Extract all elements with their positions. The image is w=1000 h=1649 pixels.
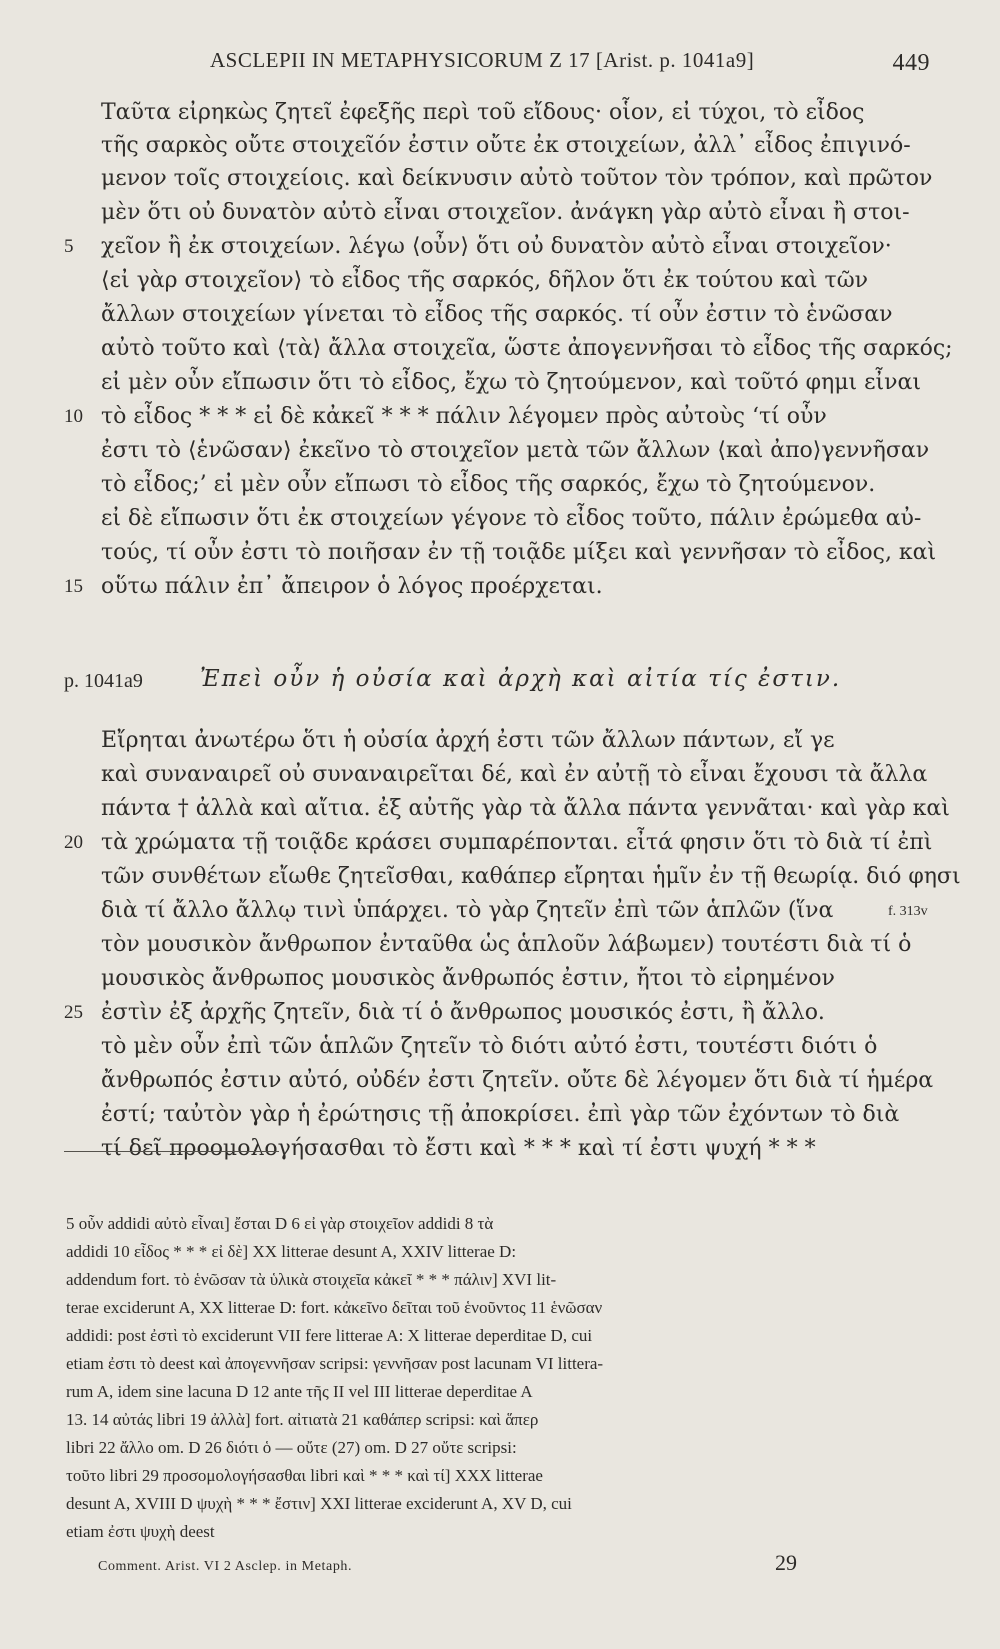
line-number: 15 (64, 576, 83, 597)
line-number: 25 (64, 1002, 83, 1023)
text-line: μουσικὸς ἄνθρωπος μουσικὸς ἄνθρωπός ἐστιν, ἤτοι τὸ εἰρημένον (101, 966, 835, 991)
text-line: ἐστὶν ἐξ ἀρχῆς ζητεῖν, διὰ τί ὁ ἄνθρωπος μουσικός ἐστι, ἢ ἄλλο. (101, 1000, 825, 1025)
line-number: 10 (64, 406, 83, 427)
lemma-text: Ἐπεὶ οὖν ἡ οὐσία καὶ ἀρχὴ καὶ αἰτία τίς ἐστιν. (200, 666, 842, 692)
text-line: αὐτὸ τοῦτο καὶ ⟨τὰ⟩ ἄλλα στοιχεῖα, ὥστε ἀπογεννῆσαι τὸ εἶδος τῆς σαρκός; (101, 336, 953, 361)
apparatus-line: 5 οὖν addidi αὐτὸ εἶναι] ἔσται D 6 εἰ γὰρ στοιχεῖον addidi 8 τὰ (66, 1214, 494, 1233)
text-line: τῶν συνθέτων εἴωθε ζητεῖσθαι, καθάπερ εἴρηται ἡμῖν ἐν τῇ θεωρίᾳ. διό φησι (101, 864, 961, 889)
apparatus-line: etiam ἐστι τὸ deest καὶ ἀπογεννῆσαν scripsi: γεννῆσαν post lacunam VI littera- (66, 1354, 604, 1373)
text-line: εἰ μὲν οὖν εἴπωσιν ὅτι τὸ εἶδος, ἔχω τὸ ζητούμενον, καὶ τοῦτό φημι εἶναι (101, 370, 922, 395)
text-line: ἄλλων στοιχείων γίνεται τὸ εἶδος τῆς σαρκός. τί οὖν ἐστιν τὸ ἑνῶσαν (101, 302, 893, 327)
apparatus-line: addidi 10 εἶδος * * * εἰ δὲ] XX litterae desunt A, XXIV litterae D: (66, 1242, 517, 1261)
text-line: μενον τοῖς στοιχείοις. καὶ δείκνυσιν αὐτὸ τοῦτον τὸν τρόπον, καὶ πρῶτον (101, 166, 933, 191)
text-line: τὸ εἶδος * * * εἰ δὲ κἀκεῖ * * * πάλιν λέγομεν πρὸς αὐτοὺς ‘τί οὖν (101, 404, 827, 429)
text-line: τῆς σαρκὸς οὔτε στοιχεῖόν ἐστιν οὔτε ἐκ στοιχείων, ἀλλ᾽ εἶδος ἐπιγινό- (101, 133, 911, 158)
text-line: εἰ δὲ εἴπωσιν ὅτι ἐκ στοιχείων γέγονε τὸ εἶδος τοῦτο, πάλιν ἐρώμεθα αὐ- (101, 506, 922, 531)
text-line: ἐστί; ταὐτὸν γὰρ ἡ ἐρώτησις τῇ ἀποκρίσει. ἐπὶ γὰρ τῶν ἐχόντων τὸ διὰ (101, 1102, 900, 1127)
folio-marginal-note: f. 313v (888, 904, 928, 919)
apparatus-line: desunt A, XVIII D ψυχὴ * * * ἔστιν] XXI litterae exciderunt A, XV D, cui (66, 1494, 572, 1513)
text-line: μὲν ὅτι οὐ δυνατὸν αὐτὸ εἶναι στοιχεῖον. ἀνάγκη γὰρ αὐτὸ εἶναι ἢ στοι- (101, 200, 910, 225)
text-line: ⟨εἰ γὰρ στοιχεῖον⟩ τὸ εἶδος τῆς σαρκός, δῆλον ὅτι ἐκ τούτου καὶ τῶν (101, 268, 869, 293)
text-line: τούς, τί οὖν ἐστι τὸ ποιῆσαν ἐν τῇ τοιᾷδε μίξει καὶ γεννῆσαν τὸ εἶδος, καὶ (101, 540, 937, 565)
apparatus-line: 13. 14 αὐτάς libri 19 ἀλλὰ] fort. αἰτιατὰ 21 καθάπερ scripsi: καὶ ἅπερ (66, 1410, 539, 1429)
gathering-mark: 29 (775, 1550, 797, 1575)
text-line: χεῖον ἢ ἐκ στοιχείων. λέγω ⟨οὖν⟩ ὅτι οὐ δυνατὸν αὐτὸ εἶναι στοιχεῖον· (101, 234, 892, 259)
apparatus-line: τοῦτο libri 29 προσομολογήσασθαι libri καὶ * * * καὶ τί] XXX litterae (66, 1466, 543, 1485)
text-line: τὸ μὲν οὖν ἐπὶ τῶν ἁπλῶν ζητεῖν τὸ διότι αὐτό ἐστι, τουτέστι διότι ὁ (101, 1034, 878, 1059)
running-title: ASCLEPII IN METAPHYSICORUM Z 17 [Arist. p. 1041a9] (210, 48, 755, 72)
text-line: ἄνθρωπός ἐστιν αὐτό, οὐδέν ἐστι ζητεῖν. οὔτε δὲ λέγομεν ὅτι διὰ τί ἡμέρα (101, 1068, 934, 1093)
footer-signature: Comment. Arist. VI 2 Asclep. in Metaph. (98, 1559, 353, 1574)
text-line: τὰ χρώματα τῇ τοιᾷδε κράσει συμπαρέπονται. εἶτά φησιν ὅτι τὸ διὰ τί ἐπὶ (101, 830, 933, 855)
apparatus-line: terae exciderunt A, XX litterae D: fort. κἀκεῖνο δεῖται τοῦ ἑνοῦντος 11 ἑνῶσαν (66, 1298, 603, 1317)
line-number: 20 (64, 832, 83, 853)
apparatus-line: rum A, idem sine lacuna D 12 ante τῆς II vel III litterae deperditae A (66, 1382, 533, 1401)
text-line: Εἴρηται ἀνωτέρω ὅτι ἡ οὐσία ἀρχή ἐστι τῶν ἄλλων πάντων, εἴ γε (101, 728, 835, 753)
apparatus-line: addendum fort. τὸ ἑνῶσαν τὰ ὑλικὰ στοιχεῖα κἀκεῖ * * * πάλιν] XVI lit- (66, 1270, 557, 1289)
apparatus-line: etiam ἐστι ψυχὴ deest (66, 1522, 215, 1541)
text-line: ἐστι τὸ ⟨ἑνῶσαν⟩ ἐκεῖνο τὸ στοιχεῖον μετὰ τῶν ἄλλων ⟨καὶ ἀπο⟩γεννῆσαν (101, 438, 930, 463)
text-line: τὸν μουσικὸν ἄνθρωπον ἐνταῦθα ὡς ἁπλοῦν λάβωμεν) τουτέστι διὰ τί ὁ (101, 932, 912, 957)
text-line: τί δεῖ προομολογήσασθαι τὸ ἔστι καὶ * * * καὶ τί ἐστι ψυχή * * * (101, 1136, 816, 1161)
line-number: 5 (64, 236, 74, 257)
text-line: διὰ τί ἄλλο ἄλλῳ τινὶ ὑπάρχει. τὸ γὰρ ζητεῖν ἐπὶ τῶν ἁπλῶν (ἵνα (101, 898, 834, 923)
text-line: καὶ συναναιρεῖ οὐ συναναιρεῖται δέ, καὶ ἐν αὐτῇ τὸ εἶναι ἔχουσι τὰ ἄλλα (101, 762, 928, 787)
apparatus-line: addidi: post ἐστὶ τὸ exciderunt VII fere litterae A: X litterae deperditae D, cui (66, 1326, 593, 1345)
footnote-rule (64, 1151, 279, 1152)
text-line: οὕτω πάλιν ἐπ᾽ ἄπειρον ὁ λόγος προέρχεται. (101, 574, 603, 599)
text-line: πάντα † ἀλλὰ καὶ αἴτια. ἐξ αὐτῆς γὰρ τὰ ἄλλα πάντα γεννᾶται· καὶ γὰρ καὶ (101, 796, 950, 821)
page-number: 449 (892, 50, 930, 76)
text-line: Ταῦτα εἰρηκὼς ζητεῖ ἐφεξῆς περὶ τοῦ εἴδους· οἷον, εἰ τύχοι, τὸ εἶδος (101, 100, 865, 125)
apparatus-line: libri 22 ἄλλο om. D 26 διότι ὁ — οὔτε (27) om. D 27 οὔτε scripsi: (66, 1438, 517, 1457)
text-line: τὸ εἶδος;’ εἰ μὲν οὖν εἴπωσι τὸ εἶδος τῆς σαρκός, ἔχω τὸ ζητούμενον. (101, 472, 876, 497)
lemma-reference: p. 1041a9 (64, 670, 143, 692)
